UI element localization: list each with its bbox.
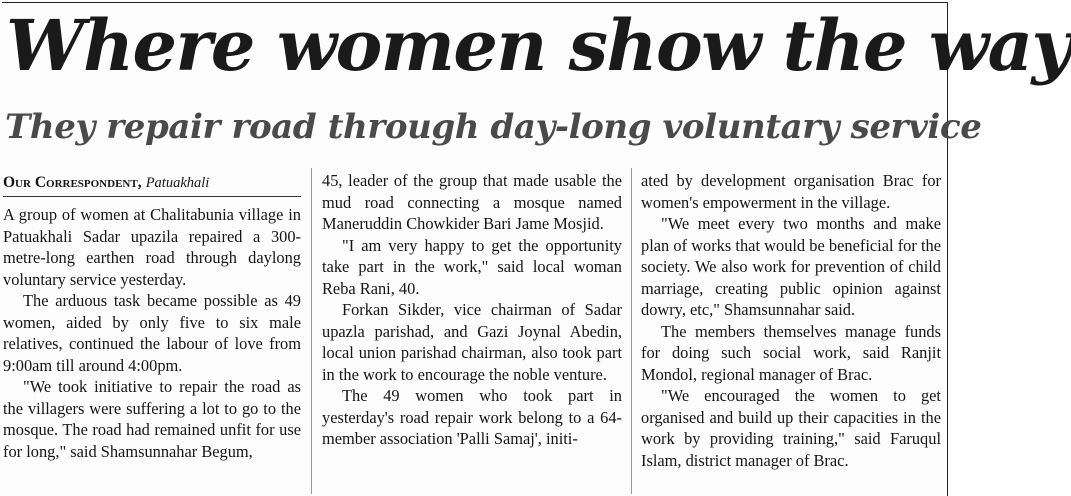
- paragraph: The 49 women who took part in yesterday's road repair work belong to a 64-member association 'Palli Samaj', initi-: [322, 386, 622, 448]
- column-divider: [631, 168, 632, 494]
- paragraph: The members themselves manage funds for doing such social work, said Ranjit Mondol, regional manager of Brac.: [641, 321, 941, 384]
- paragraph: The arduous task became possible as 49 women, aided by only five to six male relatives, continued the labour of love from 9:00am till around 4:00pm.: [3, 291, 301, 375]
- paragraph: Forkan Sikder, vice chairman of Sadar upazla parishad, and Gazi Joynal Abedin, local union parishad chairman, also took part in the work to encourage the noble venture.: [322, 300, 622, 384]
- paragraph: 45, leader of the group that made usable the mud road connecting a mosque named Maneruddin Chowkider Bari Jame Mosjid.: [322, 171, 622, 233]
- paragraph: ated by development organisation Brac for women's empowerment in the village.: [641, 171, 941, 212]
- top-border-rule: [2, 2, 948, 3]
- article-column-1: [3, 170, 301, 462]
- paragraph: A group of women at Chalitabunia village in Patuakhali Sadar upazila repaired a 300-metre-long earthen road through daylong voluntary service yesterday.: [3, 205, 301, 289]
- paragraph: "We meet every two months and make plan of works that would be beneficial for the society. We also work for prevention of child marriage, creating public opinion against dowry, etc," Shamsunnahar said.: [641, 214, 941, 319]
- byline-location: Patuakhali: [145, 175, 210, 191]
- byline-author: Our Correspondent,: [3, 174, 142, 191]
- subheadline: They repair road through day-long voluntary service: [5, 107, 982, 147]
- article-column-2: [322, 170, 622, 450]
- paragraph: "We took initiative to repair the road as the villagers were suffering a lot to go to the mosque. The road had remained unfit for use for long," said Shamsunnahar Begum,: [3, 377, 301, 461]
- paragraph: "We encouraged the women to get organised and build up their capacities in the work by providing training," said Faruqul Islam, district manager of Brac.: [641, 386, 941, 470]
- article-column-3: [641, 170, 941, 471]
- byline: [3, 170, 301, 197]
- column-divider: [311, 168, 312, 494]
- headline: Where women show the way: [6, 4, 1071, 87]
- paragraph: "I am very happy to get the opportunity take part in the work," said local woman Reba Rani, 40.: [322, 235, 622, 298]
